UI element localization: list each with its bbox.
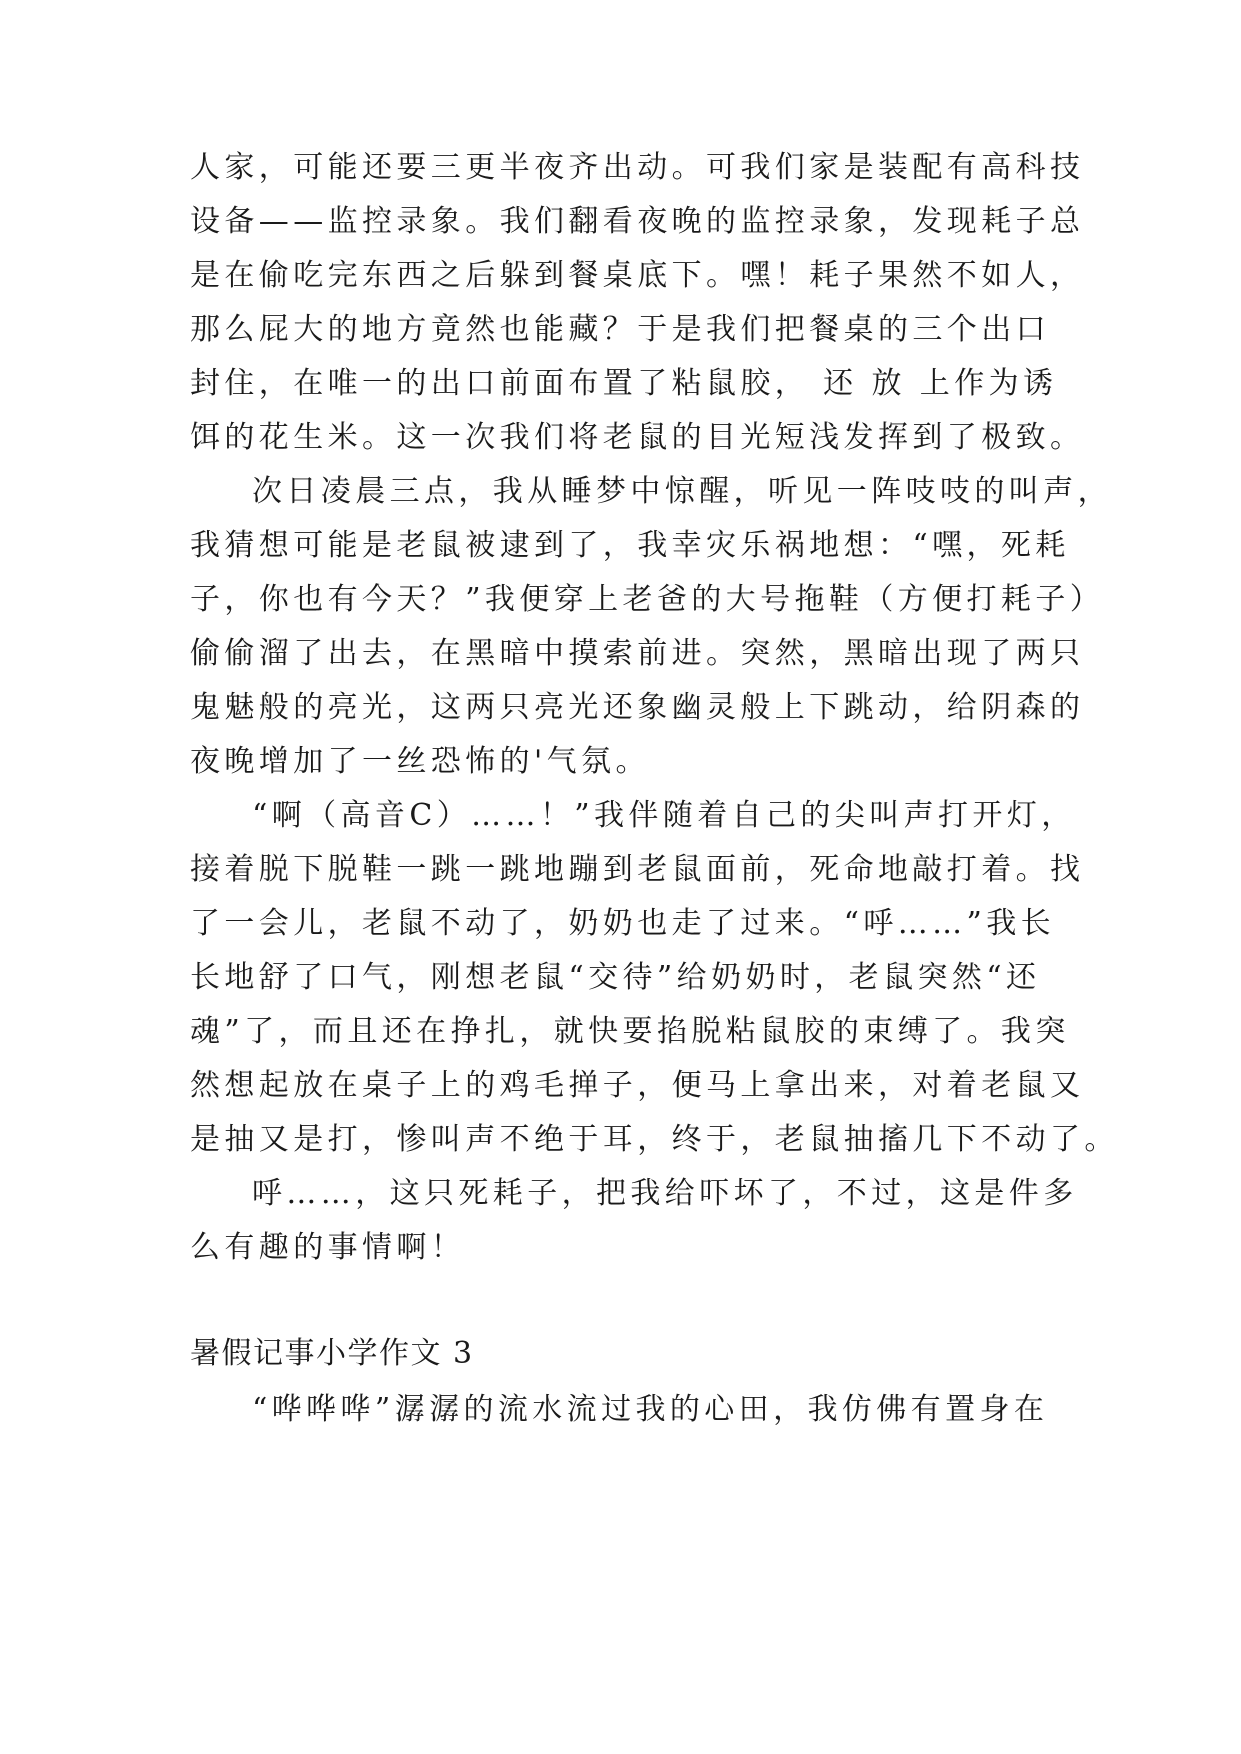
paragraph-line: 人家，可能还要三更半夜齐出动。可我们家是装配有高科技 [190,150,1085,185]
paragraph-line: 子，你也有今天？”我便穿上老爸的大号拖鞋（方便打耗子） [190,582,1105,617]
paragraph-line: 接着脱下脱鞋一跳一跳地蹦到老鼠面前，死命地敲打着。找 [190,852,1085,887]
paragraph-line: 是在偷吃完东西之后躲到餐桌底下。嘿！耗子果然不如人， [190,258,1085,293]
paragraph-line: 然想起放在桌子上的鸡毛掸子，便马上拿出来，对着老鼠又 [190,1068,1085,1103]
section-heading: 暑假记事小学作文 3 [190,1336,474,1371]
paragraph-line: 那么屁大的地方竟然也能藏？于是我们把餐桌的三个出口 [190,312,1050,347]
paragraph-line: “啊（高音C）……！”我伴随着自己的尖叫声打开灯， [252,798,1076,833]
paragraph-line: 我猜想可能是老鼠被逮到了，我幸灾乐祸地想：“嘿，死耗 [190,528,1070,563]
paragraph-line: 设备——监控录象。我们翻看夜晚的监控录象，发现耗子总 [190,204,1085,239]
paragraph-line: 了一会儿，老鼠不动了，奶奶也走了过来。“呼……”我长 [190,906,1056,941]
paragraph-line: 偷偷溜了出去，在黑暗中摸索前进。突然，黑暗出现了两只 [190,636,1085,671]
paragraph-line: 次日凌晨三点，我从睡梦中惊醒，听见一阵吱吱的叫声， [252,474,1112,509]
paragraph-line: 饵的花生米。这一次我们将老鼠的目光短浅发挥到了极致。 [190,420,1085,455]
paragraph-line: 鬼魅般的亮光，这两只亮光还象幽灵般上下跳动，给阴森的 [190,690,1085,725]
paragraph-line: “哗哗哗”潺潺的流水流过我的心田，我仿佛有置身在 [252,1392,1049,1427]
paragraph-line: 封住，在唯一的出口前面布置了粘鼠胶， 还 放 上作为诱 [190,366,1058,401]
paragraph-line: 呼……，这只死耗子，把我给吓坏了，不过，这是件多 [252,1176,1078,1211]
paragraph-line: 是抽又是打，惨叫声不绝于耳，终于，老鼠抽搐几下不动了。 [190,1122,1119,1157]
paragraph-line: 魂”了，而且还在挣扎，就快要掐脱粘鼠胶的束缚了。我突 [190,1014,1070,1049]
paragraph-line: 夜晚增加了一丝恐怖的'气氛。 [190,744,650,779]
paragraph-line: 长地舒了口气，刚想老鼠“交待”给奶奶时，老鼠突然“还 [190,960,1041,995]
paragraph-line: 么有趣的事情啊！ [190,1230,466,1265]
